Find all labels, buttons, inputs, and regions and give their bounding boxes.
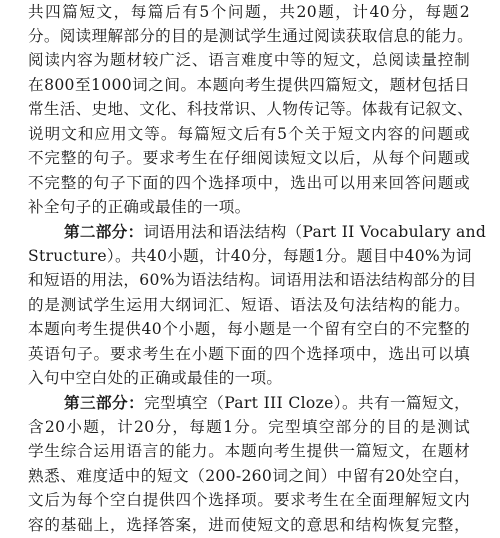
- text-line: 和短语的用法，60%为语法结构。词语用法和语法结构部分的目: [28, 271, 477, 289]
- text-line: 阅读内容为题材较广泛、语言难度中等的短文，总阅读量控制: [28, 51, 470, 69]
- text-line: 共四篇短文，每篇后有5个问题，共20题，计40分，每题2: [28, 3, 470, 21]
- text-line: 不完整的句子下面的四个选择项中，选出可以用来回答问题或: [28, 174, 470, 192]
- text-line: 文后为每个空白提供四个选择项。要求考生在全面理解短文内: [28, 491, 470, 509]
- text-line: 本题向考生提供40个小题，每小题是一个留有空白的不完整的: [28, 320, 470, 338]
- text-line: 分。阅读理解部分的目的是测试学生通过阅读获取信息的能力。: [28, 27, 474, 45]
- text-line: 入句中空白处的正确或最佳的一项。: [28, 369, 283, 387]
- paragraph-first-line: [64, 390, 470, 415]
- section-heading: 第二部分：: [64, 222, 144, 241]
- text-line: 容的基础上，选择答案，进而使短文的意思和结构恢复完整，: [28, 516, 470, 534]
- text-line: 不完整的句子。要求考生在仔细阅读短文以后，从每个问题或: [28, 149, 470, 167]
- text-line: 说明文和应用文等。每篇短文后有5个关于短文内容的问题或: [28, 125, 470, 143]
- text-line: 含20小题，计20分，每题1分。完型填空部分的目的是测试: [28, 418, 470, 436]
- text-line: 英语句子。要求考生在小题下面的四个选择项中，选出可以填: [28, 345, 470, 363]
- paragraph-first-line: [64, 219, 487, 244]
- text-span: 完型填空（Part III Cloze）。共有一篇短文，: [144, 394, 470, 412]
- text-line: 常生活、史地、文化、科技常识、人物传记等。体裁有记叙文、: [28, 100, 474, 118]
- text-span: 词语用法和语法结构（Part II Vocabulary and: [143, 223, 487, 241]
- text-line: 学生综合运用语言的能力。本题向考生提供一篇短文，在题材: [28, 442, 470, 460]
- text-line: Structure）。共40小题，计40分，每题1分。题目中40%为词: [28, 247, 472, 265]
- text-line: 熟悉、难度适中的短文（200-260词之间）中留有20处空白，: [28, 467, 470, 485]
- text-line: 补全句子的正确或最佳的一项。: [28, 198, 251, 216]
- text-line: 的是测试学生运用大纲词汇、短语、语法及句法结构的能力。: [28, 296, 470, 314]
- text-line: 在800至1000词之间。本题向考生提供四篇短文，题材包括日: [28, 76, 470, 94]
- section-heading: 第三部分：: [64, 393, 145, 412]
